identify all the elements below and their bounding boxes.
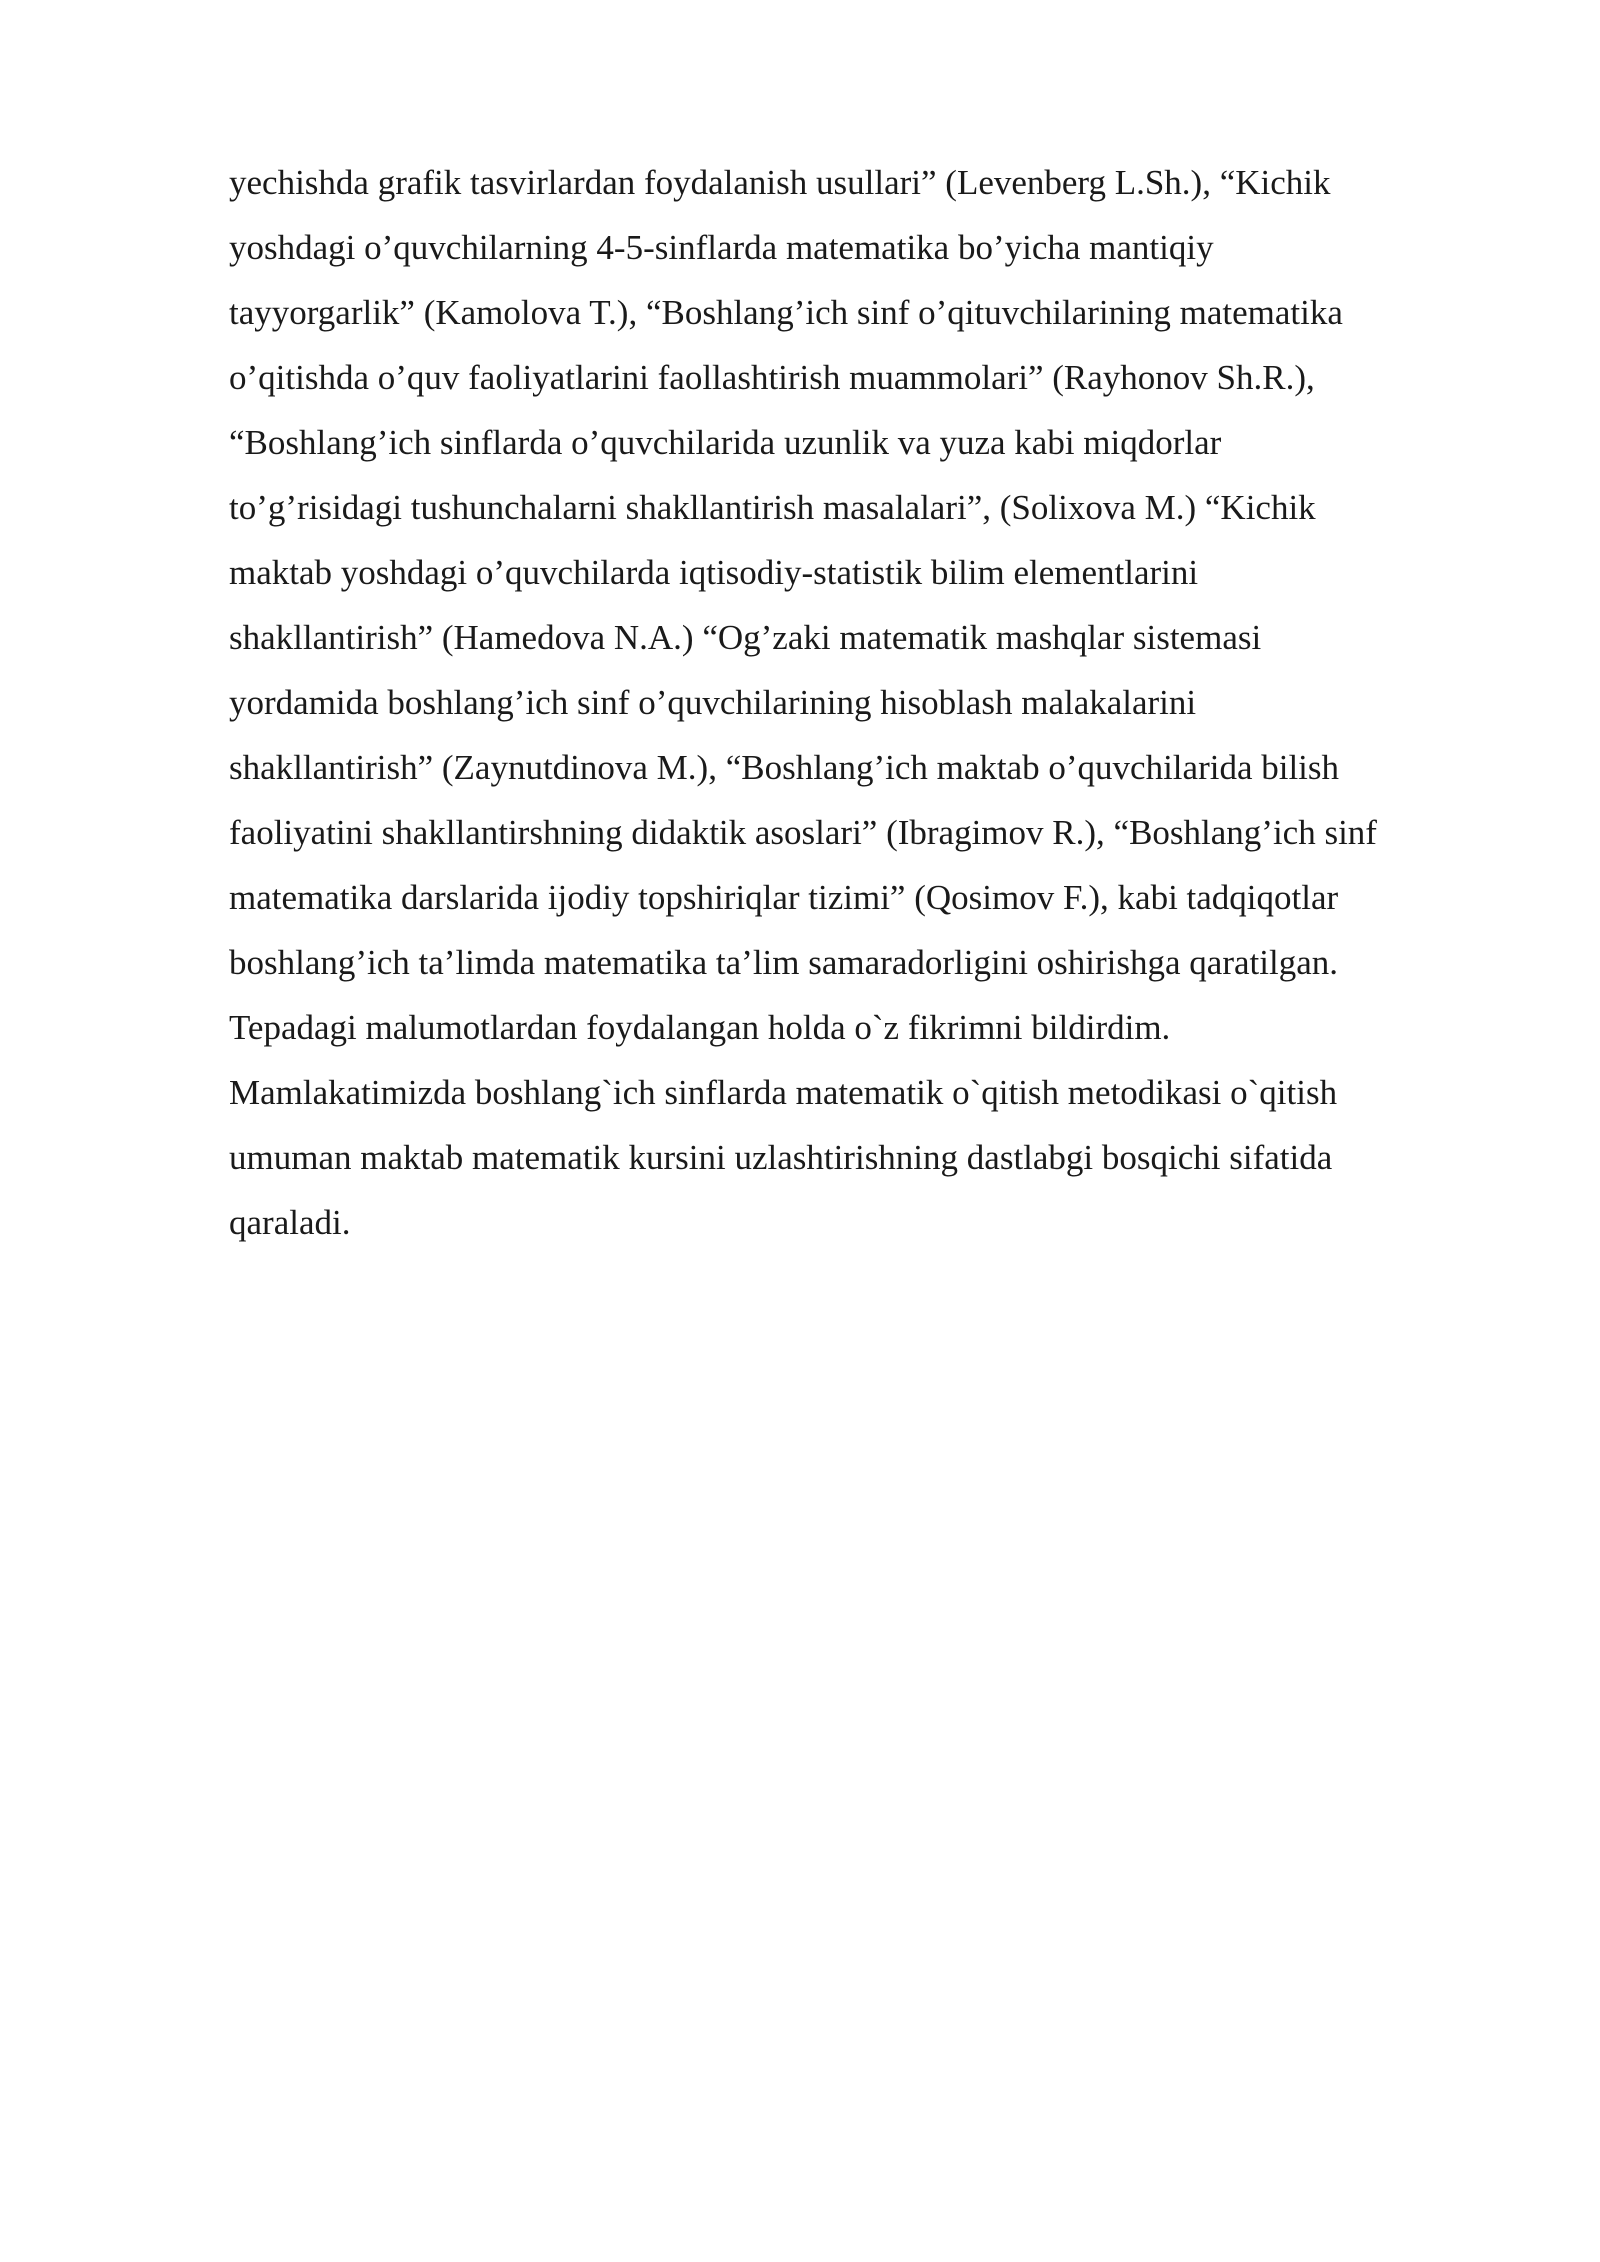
text-line: boshlang’ich ta’limda matematika ta’lim samaradorligini oshirishga qaratilgan. [229,943,1338,982]
text-line: maktab yoshdagi o’quvchilarda iqtisodiy-statistik bilim elementlarini [229,553,1199,592]
text-line: yechishda grafik tasvirlardan foydalanish usullari” (Levenberg L.Sh.), “Kichik [229,163,1331,202]
text-line: to’g’risidagi tushunchalarni shakllantirish masalalari”, (Solixova M.) “Kichik [229,488,1316,527]
text-line: yoshdagi o’quvchilarning 4-5-sinflarda matematika bo’yicha mantiqiy [229,228,1214,267]
text-line: tayyorgarlik” (Kamolova T.), “Boshlang’ich sinf o’qituvchilarining matematika [229,293,1343,332]
text-line: Mamlakatimizda boshlang`ich sinflarda matematik o`qitish metodikasi o`qitish [229,1073,1338,1112]
text-line: yordamida boshlang’ich sinf o’quvchilarining hisoblash malakalarini [229,683,1197,722]
text-line: matematika darslarida ijodiy topshiriqlar tizimi” (Qosimov F.), kabi tadqiqotlar [229,878,1339,917]
text-line: Tepadagi malumotlardan foydalangan holda o`z fikrimni bildirdim. [229,1008,1171,1047]
text-line: o’qitishda o’quv faoliyatlarini faollashtirish muammolari” (Rayhonov Sh.R.), [229,358,1315,397]
text-line: umuman maktab matematik kursini uzlashtirishning dastlabgi bosqichi sifatida [229,1138,1333,1177]
text-line: “Boshlang’ich sinflarda o’quvchilarida uzunlik va yuza kabi miqdorlar [229,423,1222,462]
text-line: shakllantirish” (Zaynutdinova M.), “Boshlang’ich maktab o’quvchilarida bilish [229,748,1340,787]
text-line: shakllantirish” (Hamedova N.A.) “Og’zaki matematik mashqlar sistemasi [229,618,1262,657]
text-line: qaraladi. [229,1203,351,1242]
text-line: faoliyatini shakllantirshning didaktik asoslari” (Ibragimov R.), “Boshlang’ich sinf [229,813,1377,852]
body-paragraph [229,150,1479,1255]
